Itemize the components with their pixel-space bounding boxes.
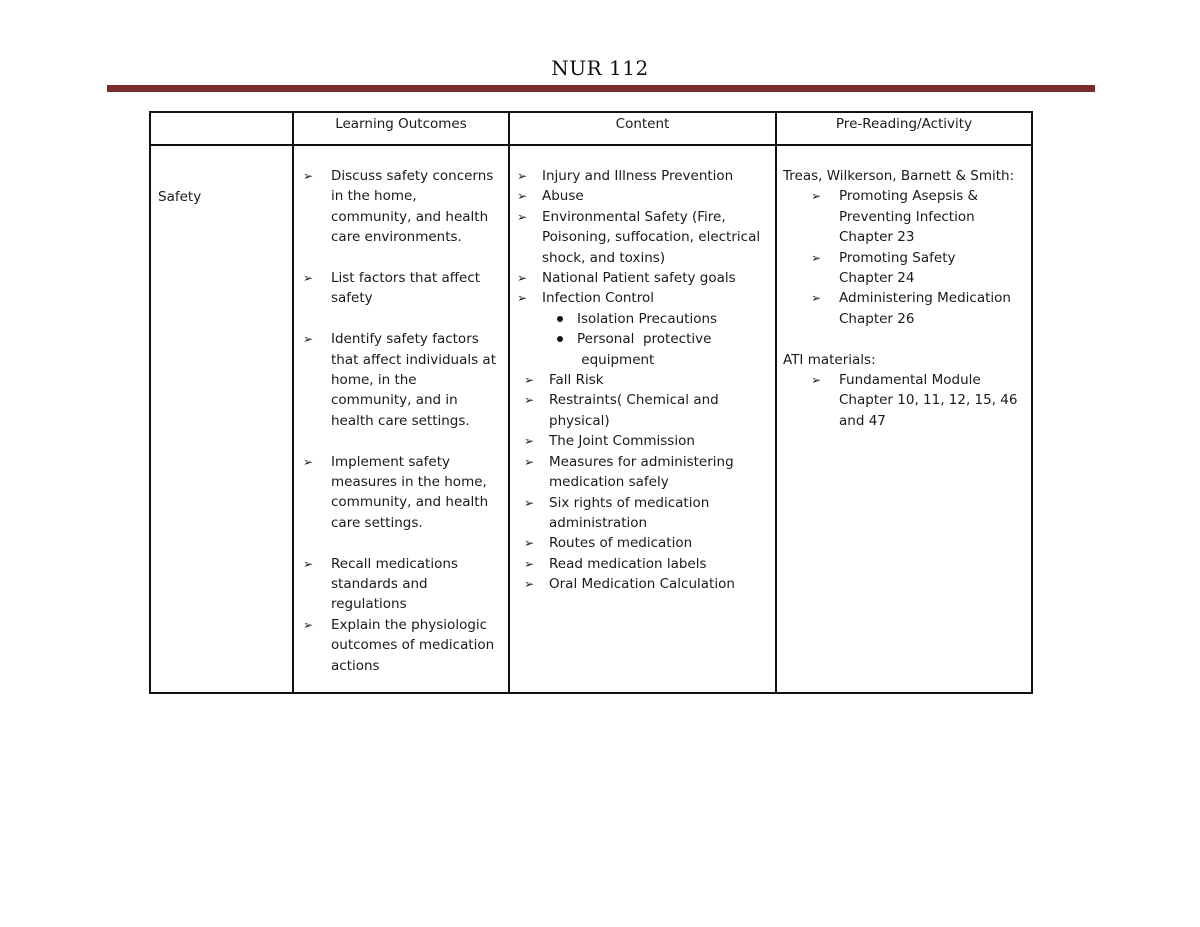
- list-item-text: administration: [549, 514, 648, 531]
- arrow-bullet-icon: ➢: [303, 332, 314, 347]
- outcome-item: [303, 166, 503, 248]
- list-item-text: regulations: [331, 596, 407, 613]
- arrow-bullet-icon: ➢: [517, 189, 528, 204]
- list-item-text: Discuss safety concerns: [331, 168, 494, 184]
- header-pre-reading: Pre-Reading/Activity: [835, 116, 973, 132]
- list-item-text: Explain the physiologic: [331, 616, 488, 633]
- header-content: Content: [615, 116, 670, 132]
- list-item-text: community, and health: [331, 494, 489, 511]
- list-item-text: safety: [331, 290, 373, 307]
- arrow-bullet-icon: ➢: [524, 434, 535, 449]
- arrow-bullet-icon: ➢: [517, 271, 528, 286]
- content-item: [524, 431, 772, 451]
- ati-label: ATI materials:: [783, 351, 876, 368]
- list-item-text: care environments.: [331, 229, 462, 246]
- list-item-text: Six rights of medication: [549, 494, 710, 511]
- arrow-bullet-icon: ➢: [524, 454, 535, 469]
- list-item-text: Injury and Illness Prevention: [542, 168, 734, 184]
- list-item-text: community, and health: [331, 208, 489, 225]
- ati-item: [811, 370, 1028, 431]
- list-item-text: care settings.: [331, 514, 423, 531]
- list-item-text: Fall Risk: [549, 372, 604, 389]
- list-item-text: Read medication labels: [549, 555, 707, 572]
- content-item: [517, 186, 772, 206]
- list-item-text: Measures for administering: [549, 453, 734, 470]
- arrow-bullet-icon: ➢: [524, 577, 535, 592]
- reading-item: [811, 186, 1028, 247]
- list-item-text: Infection Control: [542, 290, 654, 307]
- list-item-text: Restraints( Chemical and: [549, 392, 719, 409]
- outcome-item: [303, 554, 503, 615]
- arrow-bullet-icon: ➢: [524, 393, 535, 408]
- reading-item: [811, 248, 1028, 289]
- arrow-bullet-icon: ➢: [303, 617, 314, 632]
- arrow-bullet-icon: ➢: [811, 291, 822, 306]
- list-item-text: shock, and toxins): [542, 249, 666, 266]
- bullet-dot-icon: [557, 336, 563, 342]
- content-list: [517, 166, 772, 309]
- list-item-text: Routes of medication: [549, 535, 693, 552]
- list-item-text: physical): [549, 412, 610, 429]
- content-subitem: [557, 309, 772, 329]
- list-item-text: Personal protective: [577, 331, 712, 348]
- list-item-text: Isolation Precautions: [577, 310, 718, 327]
- list-item-text: Identify safety factors: [331, 331, 479, 348]
- content-cell: [517, 166, 772, 595]
- header-divider: [107, 85, 1095, 92]
- arrow-bullet-icon: ➢: [303, 271, 314, 286]
- list-item-text: Chapter 10, 11, 12, 15, 46: [839, 392, 1018, 409]
- list-item-text: Administering Medication: [839, 290, 1011, 307]
- list-item-text: in the home,: [331, 188, 417, 205]
- list-item-text: Implement safety: [331, 453, 451, 470]
- arrow-bullet-icon: ➢: [303, 556, 314, 571]
- reading-cell: [783, 166, 1028, 431]
- outcomes-list: [303, 166, 503, 676]
- arrow-bullet-icon: ➢: [524, 373, 535, 388]
- outcome-item: [303, 329, 503, 431]
- list-item-text: Promoting Safety: [839, 249, 956, 266]
- list-item-text: Promoting Asepsis &: [839, 188, 979, 205]
- list-item-text: Chapter 26: [839, 310, 915, 327]
- arrow-bullet-icon: ➢: [524, 495, 535, 510]
- list-item-text: that affect individuals at: [331, 351, 496, 368]
- list-item-text: community, and in: [331, 392, 458, 409]
- content-item: [524, 533, 772, 553]
- list-item-text: Environmental Safety (Fire,: [542, 208, 726, 225]
- content-item: [524, 452, 772, 493]
- arrow-bullet-icon: ➢: [524, 556, 535, 571]
- list-item-text: outcomes of medication: [331, 637, 495, 654]
- outcome-item: [303, 452, 503, 534]
- header-row-divider: [151, 144, 1031, 146]
- content-item: [524, 554, 772, 574]
- arrow-bullet-icon: ➢: [524, 536, 535, 551]
- list-item-text: medication safely: [549, 474, 669, 491]
- ati-list: [811, 370, 1028, 431]
- column-divider: [508, 113, 510, 692]
- reading-intro: Treas, Wilkerson, Barnett & Smith:: [783, 168, 1015, 184]
- outcome-item: [303, 268, 503, 309]
- content-item: [524, 574, 772, 594]
- arrow-bullet-icon: ➢: [303, 454, 314, 469]
- outcome-item: [303, 615, 503, 676]
- content-item: [517, 268, 772, 288]
- content-item: [524, 390, 772, 431]
- list-item-text: Recall medications: [331, 555, 458, 572]
- list-item-text: Chapter 24: [839, 270, 915, 287]
- list-item-text: equipment: [577, 351, 655, 368]
- course-table: [149, 111, 1033, 694]
- list-item-text: Fundamental Module: [839, 372, 981, 389]
- arrow-bullet-icon: ➢: [811, 250, 822, 265]
- content-item: [517, 207, 772, 268]
- list-item-text: National Patient safety goals: [542, 270, 736, 287]
- list-item-text: standards and: [331, 576, 428, 593]
- arrow-bullet-icon: ➢: [811, 189, 822, 204]
- list-item-text: List factors that affect: [331, 270, 481, 287]
- arrow-bullet-icon: ➢: [517, 169, 528, 183]
- bullet-dot-icon: [557, 316, 563, 322]
- arrow-bullet-icon: ➢: [303, 169, 314, 183]
- header-learning-outcomes: Learning Outcomes: [335, 116, 467, 132]
- reading-item: [811, 288, 1028, 329]
- list-item-text: measures in the home,: [331, 474, 487, 491]
- reading-list: [811, 186, 1028, 329]
- list-item-text: Chapter 23: [839, 229, 915, 246]
- content-item: [517, 288, 772, 308]
- list-item-text: Abuse: [542, 188, 584, 205]
- content-list-continued: [524, 370, 772, 594]
- arrow-bullet-icon: ➢: [517, 291, 528, 306]
- list-item-text: actions: [331, 657, 380, 674]
- arrow-bullet-icon: ➢: [517, 209, 528, 224]
- arrow-bullet-icon: ➢: [811, 373, 822, 388]
- column-divider: [292, 113, 294, 692]
- list-item-text: health care settings.: [331, 412, 470, 429]
- column-divider: [775, 113, 777, 692]
- content-item: [517, 166, 772, 186]
- content-subitem: [557, 329, 772, 370]
- topic-label: Safety: [158, 189, 202, 205]
- content-item: [524, 370, 772, 390]
- page-title: NUR 112: [551, 56, 649, 80]
- list-item-text: Poisoning, suffocation, electrical: [542, 229, 761, 246]
- list-item-text: and 47: [839, 412, 886, 429]
- list-item-text: Preventing Infection: [839, 208, 975, 225]
- list-item-text: home, in the: [331, 372, 417, 389]
- content-sublist: [557, 309, 772, 370]
- list-item-text: Oral Medication Calculation: [549, 576, 735, 593]
- list-item-text: The Joint Commission: [549, 433, 695, 450]
- content-item: [524, 493, 772, 534]
- outcomes-cell: [303, 166, 503, 676]
